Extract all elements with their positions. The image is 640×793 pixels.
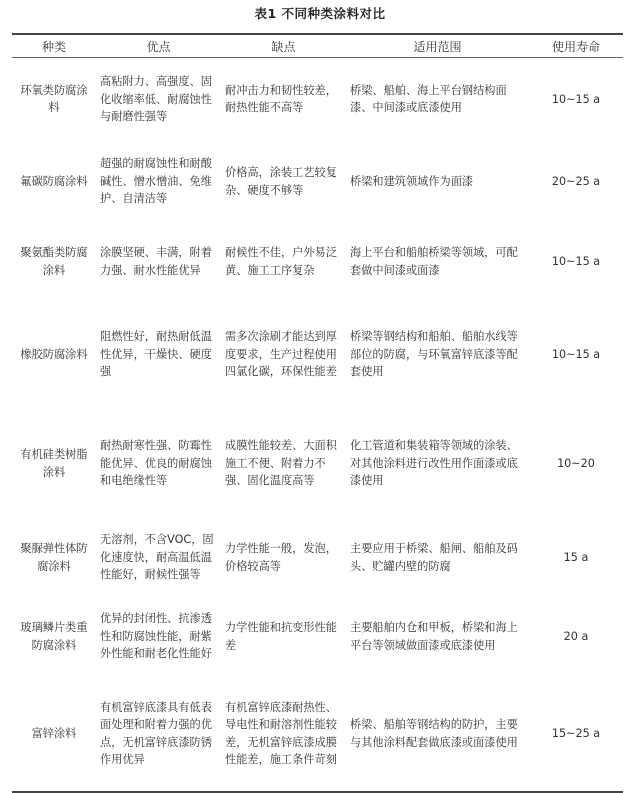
table-row bbox=[12, 677, 623, 792]
cell-life: 15 a bbox=[563, 550, 589, 564]
cell-life: 10~15 a bbox=[551, 254, 601, 268]
cell-type: 橡胶防腐涂料 bbox=[20, 347, 88, 361]
cell-life: 20 a bbox=[563, 629, 589, 643]
cell-pros: 有机富锌底漆具有低表面处理和附着力强的优点，无机富锌底漆防锈作用优异 bbox=[100, 700, 212, 766]
cell-life: 10~15 a bbox=[551, 347, 601, 361]
table-row bbox=[12, 58, 623, 141]
cell-cons: 成膜性能较差、大面积施工不便、附着力不强、固化温度高等 bbox=[225, 439, 337, 488]
cell-pros: 阻燃性好，耐热耐低温性优异，干燥快、硬度强 bbox=[100, 330, 212, 379]
cell-scope: 桥梁、船舶、海上平台钢结构面漆、中间漆或底漆使用 bbox=[350, 83, 507, 115]
cell-scope: 桥梁和建筑领域作为面漆 bbox=[350, 174, 474, 188]
cell-type: 氟碳防腐涂料 bbox=[20, 174, 88, 188]
cell-cons: 耐候性不佳，户外易泛黄、施工工序复杂 bbox=[225, 246, 337, 277]
cell-cons: 耐冲击力和韧性较差，耐热性能不高等 bbox=[225, 83, 337, 115]
cell-scope: 主要船舶内仓和甲板，桥梁和海上平台等领域做面漆或底漆使用 bbox=[350, 621, 518, 652]
header-life: 使用寿命 bbox=[529, 34, 623, 58]
cell-pros: 优异的封闭性、抗渗透性和防腐蚀性能，耐紫外性能和耐老化性能好 bbox=[100, 612, 212, 661]
cell-pros: 无溶剂，不含VOC，固化速度快，耐高温低温性能好，耐候性强等 bbox=[100, 533, 214, 582]
cell-type: 环氧类防腐涂料 bbox=[20, 83, 88, 115]
cell-pros: 超强的耐腐蚀性和耐酸碱性、憎水憎油、免维护、自清洁等 bbox=[100, 157, 212, 206]
cell-type: 有机硅类树脂涂料 bbox=[20, 448, 88, 479]
cell-cons: 价格高，涂装工艺较复杂、硬度不够等 bbox=[225, 166, 337, 197]
cell-life: 10~15 a bbox=[551, 92, 601, 106]
cell-pros: 涂膜坚硬、丰满，附着力强、耐水性能优异 bbox=[100, 246, 212, 277]
header-scope: 适用范围 bbox=[346, 34, 529, 58]
table-row bbox=[12, 519, 623, 597]
cell-scope: 化工管道和集装箱等领域的涂装、对其他涂料进行改性用作面漆或底漆使用 bbox=[350, 439, 518, 488]
cell-cons: 需多次涂刷才能达到厚度要求，生产过程使用四氯化碳，环保性能差 bbox=[225, 330, 337, 379]
cell-life: 10~20 bbox=[557, 456, 595, 470]
cell-type: 玻璃鳞片类重防腐涂料 bbox=[20, 621, 88, 652]
header-pros: 优点 bbox=[96, 34, 221, 58]
table-row bbox=[12, 223, 623, 301]
cell-type: 聚脲弹性体防腐涂料 bbox=[20, 542, 88, 573]
cell-type: 富锌涂料 bbox=[31, 726, 77, 740]
cell-scope: 海上平台和船舶桥梁等领域，可配套做中间漆或面漆 bbox=[350, 246, 518, 277]
cell-pros: 耐热耐寒性强、防霉性能优异、优良的耐腐蚀和电绝缘性等 bbox=[100, 439, 212, 488]
table-row bbox=[12, 409, 623, 519]
table-row bbox=[12, 141, 623, 223]
cell-life: 20~25 a bbox=[551, 174, 601, 188]
cell-scope: 主要应用于桥梁、船闸、船舶及码头、贮罐内壁的防腐 bbox=[350, 542, 518, 573]
header-type: 种类 bbox=[12, 34, 96, 58]
table-caption: 表1 不同种类涂料对比 bbox=[254, 6, 386, 21]
cell-scope: 桥梁等钢结构和船舶、船舶水线等部位的防腐，与环氧富锌底漆等配套使用 bbox=[350, 330, 518, 379]
cell-type: 聚氨酯类防腐涂料 bbox=[20, 246, 88, 277]
table-row bbox=[12, 301, 623, 409]
cell-cons: 力学性能和抗变形性能差 bbox=[225, 621, 337, 652]
cell-pros: 高粘附力、高强度、固化收缩率低、耐腐蚀性与耐磨性强等 bbox=[100, 75, 212, 123]
table-header-row bbox=[12, 34, 623, 58]
cell-life: 15~25 a bbox=[551, 726, 601, 740]
cell-scope: 桥梁、船舶等钢结构的防护，主要与其他涂料配套做底漆或面漆使用 bbox=[350, 718, 518, 749]
cell-cons: 力学性能一般，发泡，价格较高等 bbox=[225, 542, 337, 573]
table-row bbox=[12, 597, 623, 677]
coating-comparison-table bbox=[12, 33, 623, 793]
header-cons: 缺点 bbox=[221, 34, 346, 58]
cell-cons: 有机富锌底漆耐热性、导电性和耐溶剂性能较差，无机富锌底漆成膜性能差，施工条件苛刻 bbox=[225, 700, 337, 766]
